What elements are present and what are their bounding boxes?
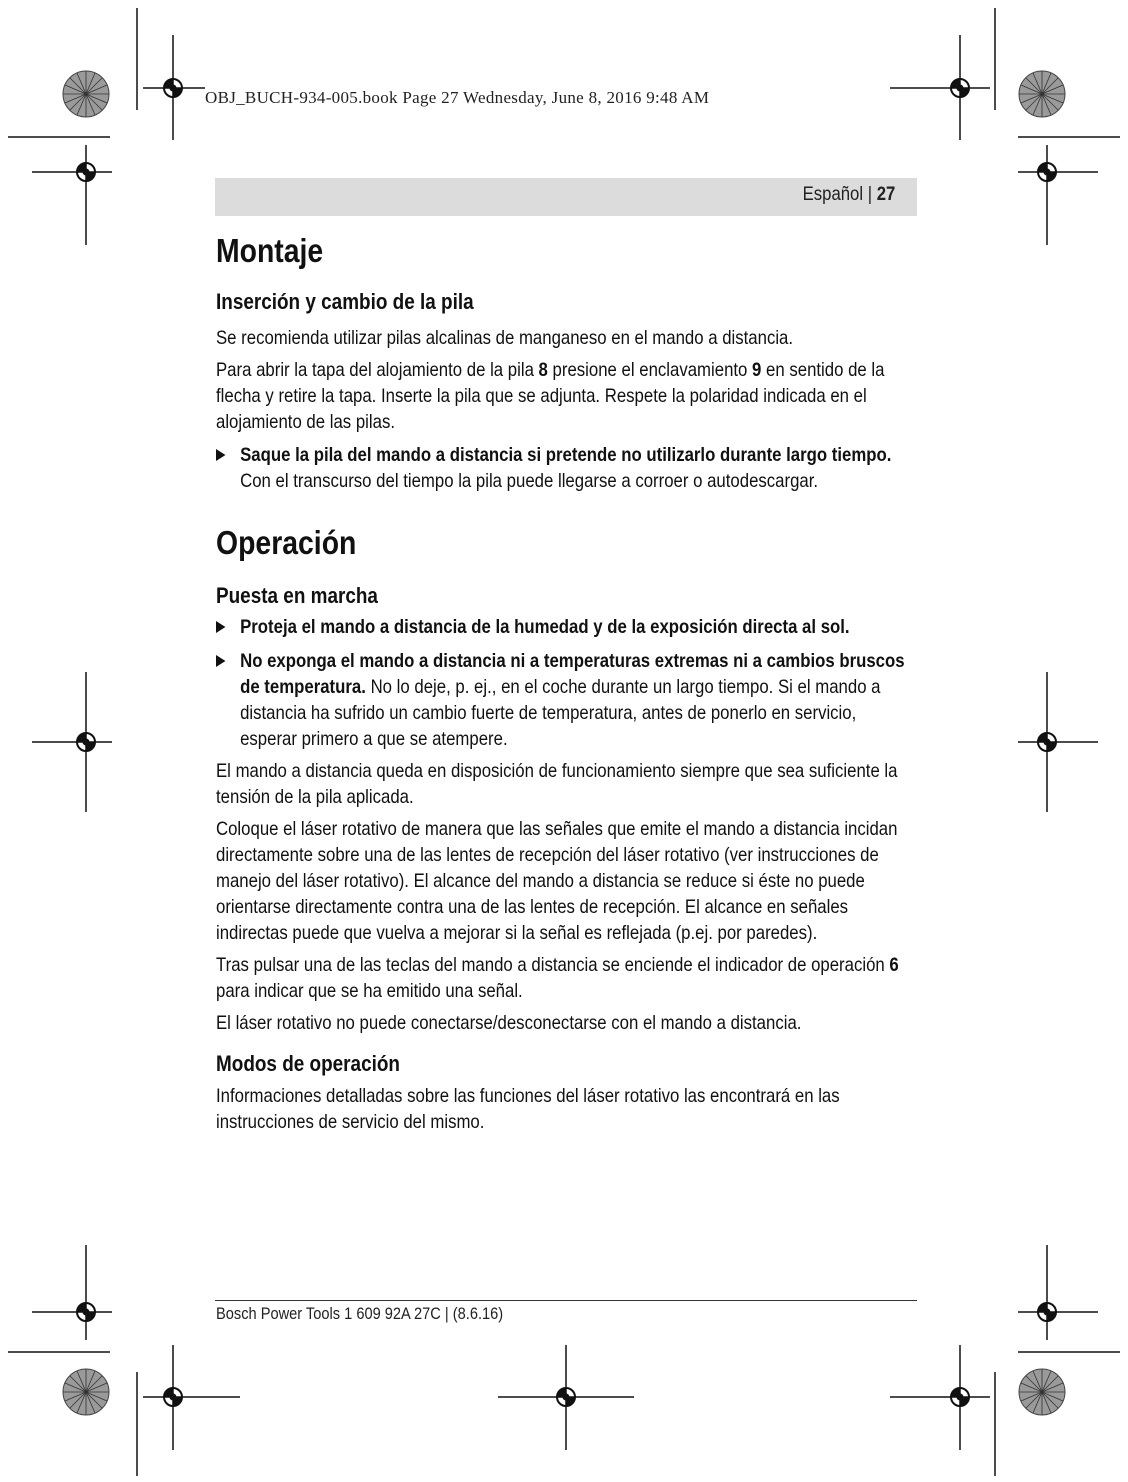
running-header [215, 178, 917, 216]
page-number: 27 [876, 184, 895, 205]
header-label [802, 184, 895, 206]
bullet-arrow-icon [216, 449, 225, 461]
paragraph: Informaciones detalladas sobre las funciones del láser rotativo las encontrará en las instrucciones de servicio del mismo. [216, 1085, 840, 1133]
header-language: Español [802, 184, 863, 205]
footer: Bosch Power Tools 1 609 92A 27C | (8.6.16) [216, 1304, 504, 1323]
paragraph: El láser rotativo no puede conectarse/desconectarse con el mando a distancia. [216, 1012, 802, 1034]
paragraph: Coloque el láser rotativo de manera que las señales que emite el mando a distancia incidan directamente sobre una de las lentes de recepción del láser rotativo (ver instrucciones de manejo del láser rotativo). El alcance del mando a distancia se reduce si éste no puede orientarse directamente contra una de las lentes de recepción. El alcance en señales indirectas puede que vuelva a mejorar si la señal es reflejada (p.ej. por paredes). [216, 818, 898, 944]
bullet-arrow-icon [216, 655, 225, 667]
footer-divider [215, 1300, 917, 1301]
paragraph: Para abrir la tapa del alojamiento de la pila 8 presione el enclavamiento 9 en sentido de la flecha y retire la tapa. Inserte la pila que se adjunta. Respete la polaridad indicada en el alojamiento de las pilas. [216, 359, 885, 433]
subsection-title-modos: Modos de operación [216, 1051, 400, 1076]
warning-bullet: Saque la pila del mando a distancia si pretende no utilizarlo durante largo tiempo. Con el transcurso del tiempo la pila puede llegarse a corroer o autodescargar. [216, 442, 916, 494]
print-slug: OBJ_BUCH-934-005.book Page 27 Wednesday, June 8, 2016 9:48 AM [205, 88, 710, 107]
paragraph: El mando a distancia queda en disposición de funcionamiento siempre que sea suficiente la tensión de la pila aplicada. [216, 760, 898, 808]
warning-bullet: Proteja el mando a distancia de la humedad y de la exposición directa al sol. [216, 614, 916, 640]
warning-bullet: No exponga el mando a distancia ni a temperaturas extremas ni a cambios bruscos de temperatura. No lo deje, p. ej., en el coche durante un largo tiempo. Si el mando a distancia ha sufrido un cambio fuerte de temperatura, antes de ponerlo en servicio, esperar primero a que se atempere. [216, 648, 916, 752]
page-content [216, 228, 916, 1135]
subsection-title-pila: Inserción y cambio de la pila [216, 289, 474, 314]
section-title-montaje: Montaje [216, 232, 324, 269]
section-title-operacion: Operación [216, 524, 357, 561]
bullet-arrow-icon [216, 621, 225, 633]
paragraph: Tras pulsar una de las teclas del mando a distancia se enciende el indicador de operación 6 para indicar que se ha emitido una señal. [216, 954, 899, 1002]
subsection-title-puesta: Puesta en marcha [216, 583, 378, 608]
paragraph: Se recomienda utilizar pilas alcalinas de manganeso en el mando a distancia. [216, 327, 794, 349]
header-separator: | [862, 184, 877, 205]
